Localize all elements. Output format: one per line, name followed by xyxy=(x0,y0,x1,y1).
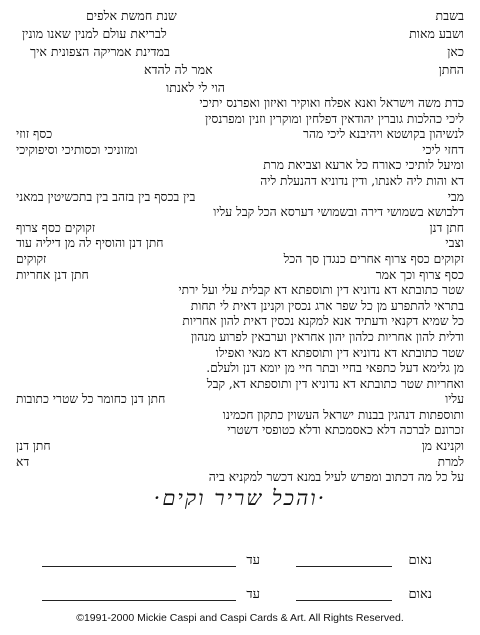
ketubah-body-text xyxy=(16,96,464,486)
body-line-left-text: חתן דנן כחומר כל שטרי כתובות xyxy=(16,392,166,407)
body-line xyxy=(16,205,464,221)
body-line-right-text: ותוספתות דנהגין בבנות ישראל העשוין כתקון חכמינו xyxy=(222,407,464,422)
body-line-right-text: עליו xyxy=(445,392,464,407)
body-line xyxy=(16,158,464,174)
header-row xyxy=(16,62,464,77)
header-row-right: ושבע מאות xyxy=(409,26,464,41)
body-line-right-text: מבי xyxy=(447,189,464,204)
body-line-right-text: ומיעל לותיכי כאורח כל ארעא וצביאת מרת xyxy=(263,158,464,173)
body-line xyxy=(16,112,464,128)
body-line xyxy=(16,439,464,455)
body-line-right-text: ליכי כהלכות גוברין יהודאין דפלחין ומוקרין וזנין ומפרנסין xyxy=(205,111,464,126)
body-line xyxy=(16,252,464,268)
closing-phrase: ·והכל שריר וקים· xyxy=(153,486,327,510)
body-line xyxy=(16,190,464,206)
body-line-right-text: דחזי ליכי xyxy=(422,142,464,157)
body-line-right-text: וצבי xyxy=(445,236,464,251)
header-row xyxy=(16,80,464,95)
body-line-left-text: דא xyxy=(16,454,30,469)
body-line-right-text: מן גלימא דעל כתפאי בחיי ובתר חיי מן יומא דנן ולעלם. xyxy=(206,361,464,376)
name-label: נאום xyxy=(408,553,432,568)
body-line xyxy=(16,236,464,252)
header-row-right: בשבת xyxy=(435,8,464,23)
body-line xyxy=(16,470,464,486)
body-line-right-text: כסף צרוף וכך אמר xyxy=(375,267,464,282)
header-row-left: אמר לה להדא xyxy=(144,62,213,77)
name-label: נאום xyxy=(408,587,432,602)
signature-line-2 xyxy=(42,586,432,606)
body-line-left-text: זקוקים כסף צרוף xyxy=(16,220,96,235)
body-line-right-text: וקנינא מן xyxy=(421,439,464,454)
body-line xyxy=(16,423,464,439)
body-line-right-text: זכרונם לברכה דלא כאסמכתא ודלא כטופסי דשטרי xyxy=(227,423,464,438)
signature-rule xyxy=(296,566,392,567)
body-line xyxy=(16,299,464,315)
body-line-left-text: בין בכסף בין בזהב בין בתכשיטין במאני xyxy=(16,189,196,204)
signature-rule xyxy=(42,566,236,567)
body-line xyxy=(16,127,464,143)
body-line-right-text: ואחריות שטר כתובתא דא נדוניא דין ותוספתא דא, קבל xyxy=(206,376,464,391)
header-row xyxy=(16,26,464,41)
body-line-left-text: חתן דנן והוסיף לה מן דיליה עוד xyxy=(16,236,164,251)
body-line-right-text: למרת xyxy=(437,454,464,469)
body-line-right-text: זקוקים כסף צרוף אחרים כנגדן סך הכל xyxy=(283,251,464,266)
body-line xyxy=(16,283,464,299)
body-line xyxy=(16,346,464,362)
body-line-right-text: לנשיהון בקושטא ויהיבנא ליכי מהר xyxy=(303,127,464,142)
signature-line-1 xyxy=(42,552,432,572)
copyright-notice: ©1991-2000 Mickie Caspi and Caspi Cards & Art. All Rights Reserved. xyxy=(76,612,404,624)
body-line-right-text: דלבושא בשמושי דירה ובשמושי דערסא הכל קבל עליו xyxy=(213,205,464,220)
body-line-right-text: ודלית להון אחריות כלהון יהון אחראין וערבאין לפרוע מנהון xyxy=(191,329,464,344)
header-row-left: במדינת אמריקה הצפונית איך xyxy=(30,44,170,59)
body-line-right-text: כל שמיא דקנאי ודעתיד אנא למקנא נכסין דאית להון אחריות xyxy=(182,314,464,329)
body-line xyxy=(16,221,464,237)
witness-label: עד xyxy=(246,587,260,602)
body-line xyxy=(16,455,464,471)
body-line xyxy=(16,174,464,190)
body-line xyxy=(16,408,464,424)
header-row-left: לבריאת עולם למנין שאנו מונין xyxy=(22,26,167,41)
body-line-right-text: בתראי להתפרע מן כל שפר ארג נכסין וקנינן דאית לי תחות xyxy=(190,298,464,313)
header-row-left: שנת חמשת אלפים xyxy=(86,8,177,23)
body-line xyxy=(16,314,464,330)
body-line xyxy=(16,143,464,159)
body-line-right-text: על כל מה דכתוב ומפרש לעיל במנא דכשר למקניא ביה xyxy=(208,470,464,485)
body-line-right-text: דא והות ליה לאנתו, ודין נדוניא דהנעלת ליה xyxy=(260,173,464,188)
body-line-left-text: חתן דנן xyxy=(16,439,51,454)
witness-label: עד xyxy=(246,553,260,568)
body-line-left-text: כסף זוזי xyxy=(16,127,53,142)
body-line-left-text: חתן דנן אחריות xyxy=(16,267,89,282)
body-line xyxy=(16,377,464,393)
body-line-right-text: שטר כתובתא דא נדוניא דין ותוספתא דא קבלית עלי ועל ירתי xyxy=(178,283,464,298)
signature-rule xyxy=(296,600,392,601)
body-line xyxy=(16,96,464,112)
body-line xyxy=(16,268,464,284)
body-line-right-text: שטר כתובתא דא נדוניא דין ותוספתא דא מנאי ואפילו xyxy=(215,345,464,360)
body-line-right-text: כדת משה וישראל ואנא אפלח ואוקיר ואיזון ואפרנס יתיכי xyxy=(199,96,464,110)
body-line-left-text: זקוקים xyxy=(16,251,47,266)
body-line-left-text: ומזוניכי וכסותיכי וסיפוקיכי xyxy=(16,142,138,157)
body-line xyxy=(16,330,464,346)
body-line xyxy=(16,361,464,377)
header-row xyxy=(16,8,464,23)
header-row-left: הוי לי לאנתו xyxy=(166,80,225,95)
body-line-right-text: חתן דנן xyxy=(429,220,464,235)
header-row-right: כאן xyxy=(447,44,464,59)
signature-rule xyxy=(42,600,236,601)
header-row xyxy=(16,44,464,59)
body-line xyxy=(16,392,464,408)
header-row-right: החתן xyxy=(438,62,464,77)
